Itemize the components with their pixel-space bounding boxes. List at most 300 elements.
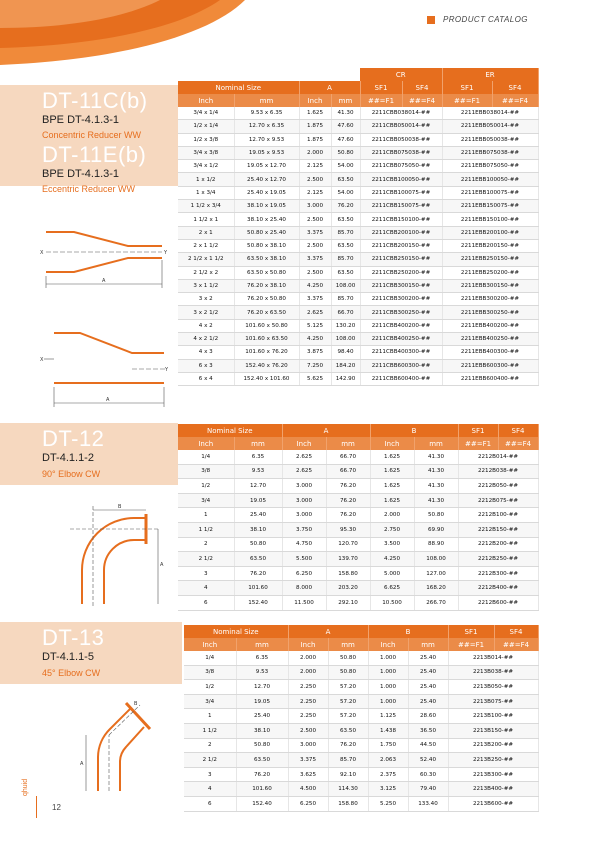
- elbow45-h-b-inch: Inch: [368, 638, 408, 651]
- header-swirl-graphic: [0, 0, 260, 70]
- table-cell: 3/8: [178, 464, 234, 479]
- table-cell: 2211CBB100050-##: [360, 173, 442, 186]
- table-cell: 2.750: [370, 522, 414, 537]
- table-cell: 2213B200-##: [448, 738, 538, 753]
- concentric-reducer-diagram: [40, 212, 170, 292]
- table-cell: 2211CBB100075-##: [360, 186, 442, 199]
- table-row: [178, 581, 538, 596]
- table-cell: 2 1/2 x 2: [178, 266, 234, 279]
- table-cell: 2211CBB400300-##: [360, 346, 442, 359]
- elbow45-header-nominal: Nominal Size: [184, 625, 288, 638]
- table-cell: 2: [178, 537, 234, 552]
- table-cell: 2.500: [299, 266, 331, 279]
- table-row: [178, 160, 538, 173]
- table-cell: 2.625: [282, 464, 326, 479]
- table-row: [178, 595, 538, 610]
- table-cell: 2: [184, 738, 236, 753]
- table-cell: 12.70: [234, 479, 282, 494]
- table-cell: 85.70: [331, 226, 360, 239]
- table-cell: 69.90: [414, 522, 458, 537]
- table-cell: 3/4: [178, 493, 234, 508]
- table-cell: 85.70: [328, 753, 368, 768]
- table-row: [184, 782, 538, 797]
- table-cell: 19.05 x 9.53: [234, 146, 299, 159]
- header-cr-f1: ##=F1: [360, 94, 402, 107]
- table-cell: 2211CBB050038-##: [360, 133, 442, 146]
- table-cell: 101.60 x 50.80: [234, 319, 299, 332]
- section-1-standard-1: BPE DT-4.1.3-1: [42, 114, 120, 126]
- table-cell: 12.70 x 9.53: [234, 133, 299, 146]
- table-cell: 76.20: [331, 200, 360, 213]
- table-cell: 2 1/2: [184, 753, 236, 768]
- reducer-table: [178, 68, 539, 386]
- table-row: [178, 107, 538, 120]
- table-cell: 3 x 1 1/2: [178, 279, 234, 292]
- group-header-er: ER: [442, 68, 538, 81]
- table-cell: 6.250: [282, 566, 326, 581]
- table-cell: 38.10: [236, 723, 288, 738]
- table-cell: 133.40: [408, 796, 448, 811]
- reducer-header-2: [178, 94, 538, 107]
- table-cell: 101.60 x 76.20: [234, 346, 299, 359]
- table-cell: 2212B300-##: [458, 566, 538, 581]
- elbow90-header-a: A: [282, 424, 370, 437]
- table-cell: 12.70 x 6.35: [234, 120, 299, 133]
- table-cell: 2211EBB200150-##: [442, 239, 538, 252]
- table-row: [178, 464, 538, 479]
- table-cell: 101.60 x 63.50: [234, 333, 299, 346]
- table-cell: 158.80: [326, 566, 370, 581]
- table-cell: 2211EBB300200-##: [442, 293, 538, 306]
- table-cell: 63.50: [234, 552, 282, 567]
- table-cell: 76.20: [328, 738, 368, 753]
- table-cell: 127.00: [414, 566, 458, 581]
- table-row: [178, 279, 538, 292]
- section-1-standard-2: BPE DT-4.1.3-1: [42, 168, 120, 180]
- table-cell: 4.250: [299, 279, 331, 292]
- table-cell: 57.20: [328, 680, 368, 695]
- table-cell: 5.625: [299, 372, 331, 385]
- table-row: [178, 200, 538, 213]
- table-cell: 47.60: [331, 120, 360, 133]
- table-cell: 1: [178, 508, 234, 523]
- section-1-desc-1: Concentric Reducer WW: [42, 130, 142, 140]
- table-row: [184, 709, 538, 724]
- table-cell: 63.50: [331, 173, 360, 186]
- table-cell: 2213B400-##: [448, 782, 538, 797]
- table-cell: 54.00: [331, 160, 360, 173]
- table-row: [184, 680, 538, 695]
- table-cell: 1.625: [370, 493, 414, 508]
- elbow90-header-2: [178, 437, 538, 450]
- elbow-90-diagram: [60, 500, 170, 610]
- table-cell: 25.40: [234, 508, 282, 523]
- table-row: [178, 120, 538, 133]
- section-3-desc: 45° Elbow CW: [42, 668, 101, 678]
- table-cell: 76.20 x 63.50: [234, 306, 299, 319]
- table-cell: 120.70: [326, 537, 370, 552]
- reducer-table-body: [178, 107, 538, 386]
- table-cell: 2211EBB250150-##: [442, 253, 538, 266]
- section-2-title: DT-12: [42, 426, 105, 451]
- table-row: [184, 651, 538, 665]
- table-cell: 7.250: [299, 359, 331, 372]
- table-cell: 6 x 3: [178, 359, 234, 372]
- table-cell: 63.50 x 50.80: [234, 266, 299, 279]
- table-row: [178, 346, 538, 359]
- table-row: [178, 239, 538, 252]
- elbow90-h-f4: ##=F4: [498, 437, 538, 450]
- table-row: [178, 186, 538, 199]
- header-a: A: [299, 81, 360, 94]
- table-cell: 76.20: [326, 493, 370, 508]
- table-cell: 2211CBB400250-##: [360, 333, 442, 346]
- table-cell: 3.000: [282, 493, 326, 508]
- table-row: [178, 493, 538, 508]
- table-cell: 3.125: [368, 782, 408, 797]
- reducer1-y-label: Y: [164, 250, 168, 256]
- table-cell: 6: [178, 595, 234, 610]
- elbow45-h-mm: mm: [236, 638, 288, 651]
- table-cell: 2212B075-##: [458, 493, 538, 508]
- table-cell: 2.125: [299, 160, 331, 173]
- table-cell: 41.30: [331, 107, 360, 120]
- table-cell: 3 x 2: [178, 293, 234, 306]
- table-row: [184, 767, 538, 782]
- table-cell: 60.30: [408, 767, 448, 782]
- table-cell: 63.50: [331, 266, 360, 279]
- table-cell: 1.000: [368, 665, 408, 680]
- table-cell: 50.80 x 38.10: [234, 239, 299, 252]
- table-cell: 25.40: [408, 694, 448, 709]
- reducer1-a-label: A: [102, 278, 106, 284]
- header-cr-sf4: SF4: [402, 81, 442, 94]
- table-cell: 25.40 x 12.70: [234, 173, 299, 186]
- table-cell: 50.80: [328, 651, 368, 665]
- table-cell: 2211CBB050014-##: [360, 120, 442, 133]
- elbow90-h-f1: ##=F1: [458, 437, 498, 450]
- table-cell: 2.500: [299, 173, 331, 186]
- table-row: [178, 522, 538, 537]
- table-cell: 19.05 x 12.70: [234, 160, 299, 173]
- table-cell: 4.250: [299, 333, 331, 346]
- table-row: [178, 146, 538, 159]
- table-cell: 142.90: [331, 372, 360, 385]
- table-cell: 41.30: [414, 493, 458, 508]
- elbow90-header-1: [178, 424, 538, 437]
- table-cell: 28.60: [408, 709, 448, 724]
- table-row: [178, 173, 538, 186]
- elbow45-h-f1: ##=F1: [448, 638, 494, 651]
- reducer2-x-label: X: [40, 357, 44, 363]
- table-cell: 203.20: [326, 581, 370, 596]
- table-row: [178, 333, 538, 346]
- header-nominal-size: Nominal Size: [178, 81, 299, 94]
- table-row: [178, 319, 538, 332]
- table-cell: 12.70: [236, 680, 288, 695]
- reducer-group-header: [178, 68, 538, 81]
- table-cell: 2211CBB075038-##: [360, 146, 442, 159]
- elbow90-b-label: B: [118, 504, 122, 510]
- table-cell: 3/4: [184, 694, 236, 709]
- table-cell: 1.625: [370, 479, 414, 494]
- table-cell: 76.20: [236, 767, 288, 782]
- table-cell: 2211EBB300150-##: [442, 279, 538, 292]
- table-cell: 2211CBB250200-##: [360, 266, 442, 279]
- footer-brand: qhuid: [22, 778, 29, 796]
- table-cell: 1/2: [184, 680, 236, 695]
- table-cell: 54.00: [331, 186, 360, 199]
- table-cell: 152.40: [234, 595, 282, 610]
- table-cell: 2.500: [299, 213, 331, 226]
- table-row: [178, 359, 538, 372]
- table-cell: 2212B100-##: [458, 508, 538, 523]
- table-cell: 4 x 2: [178, 319, 234, 332]
- table-cell: 19.05: [234, 493, 282, 508]
- table-cell: 2211CBB038014-##: [360, 107, 442, 120]
- table-cell: 2213B075-##: [448, 694, 538, 709]
- table-cell: 108.00: [331, 279, 360, 292]
- table-cell: 1/4: [178, 450, 234, 464]
- table-row: [184, 723, 538, 738]
- table-cell: 4: [178, 581, 234, 596]
- elbow-45-table: [184, 625, 539, 812]
- header-cr-sf1: SF1: [360, 81, 402, 94]
- table-cell: 2 1/2: [178, 552, 234, 567]
- table-cell: 2211CBB600300-##: [360, 359, 442, 372]
- table-cell: 36.50: [408, 723, 448, 738]
- table-cell: 1.000: [368, 694, 408, 709]
- table-cell: 76.20: [326, 508, 370, 523]
- table-cell: 2211EBB075038-##: [442, 146, 538, 159]
- table-cell: 114.30: [328, 782, 368, 797]
- table-cell: 63.50: [331, 239, 360, 252]
- table-cell: 4.750: [282, 537, 326, 552]
- table-cell: 108.00: [414, 552, 458, 567]
- table-cell: 2211CBB300200-##: [360, 293, 442, 306]
- table-cell: 41.30: [414, 479, 458, 494]
- header-er-f1: ##=F1: [442, 94, 492, 107]
- table-cell: 2211EBB050014-##: [442, 120, 538, 133]
- elbow45-h-inch: Inch: [184, 638, 236, 651]
- table-cell: 2212B050-##: [458, 479, 538, 494]
- table-cell: 5.500: [282, 552, 326, 567]
- table-cell: 3/4 x 1/2: [178, 160, 234, 173]
- header-a-mm: mm: [331, 94, 360, 107]
- table-cell: 38.10 x 19.05: [234, 200, 299, 213]
- table-cell: 2211EBB150075-##: [442, 200, 538, 213]
- table-cell: 11.500: [282, 595, 326, 610]
- table-cell: 92.10: [328, 767, 368, 782]
- table-cell: 1.625: [370, 450, 414, 464]
- table-cell: 1 1/2: [178, 522, 234, 537]
- table-cell: 3.375: [288, 753, 328, 768]
- table-cell: 2212B200-##: [458, 537, 538, 552]
- table-cell: 101.60: [236, 782, 288, 797]
- table-cell: 41.30: [414, 464, 458, 479]
- table-cell: 8.000: [282, 581, 326, 596]
- table-cell: 2 x 1 1/2: [178, 239, 234, 252]
- table-cell: 47.60: [331, 133, 360, 146]
- table-cell: 5.125: [299, 319, 331, 332]
- table-cell: 2211EBB600400-##: [442, 372, 538, 385]
- table-cell: 2211EBB100075-##: [442, 186, 538, 199]
- table-cell: 44.50: [408, 738, 448, 753]
- table-cell: 2213B050-##: [448, 680, 538, 695]
- table-cell: 2.625: [282, 450, 326, 464]
- elbow45-header-sf4: SF4: [494, 625, 538, 638]
- reducer1-x-label: X: [40, 250, 44, 256]
- elbow45-header-sf1: SF1: [448, 625, 494, 638]
- table-cell: 1 1/2: [184, 723, 236, 738]
- elbow45-b-label: B: [134, 701, 138, 707]
- table-cell: 2.063: [368, 753, 408, 768]
- table-cell: 2.375: [368, 767, 408, 782]
- table-cell: 50.80: [234, 537, 282, 552]
- table-cell: 50.80 x 25.40: [234, 226, 299, 239]
- table-cell: 6.35: [236, 651, 288, 665]
- table-cell: 1/2: [178, 479, 234, 494]
- table-cell: 2211EBB400250-##: [442, 333, 538, 346]
- table-cell: 2.250: [288, 680, 328, 695]
- table-cell: 1 1/2 x 1: [178, 213, 234, 226]
- table-cell: 9.53: [236, 665, 288, 680]
- table-row: [178, 479, 538, 494]
- table-row: [178, 253, 538, 266]
- header-er-sf1: SF1: [442, 81, 492, 94]
- table-cell: 6.250: [288, 796, 328, 811]
- table-cell: 3.000: [282, 479, 326, 494]
- table-cell: 3 x 2 1/2: [178, 306, 234, 319]
- table-cell: 2211EBB200100-##: [442, 226, 538, 239]
- elbow90-h-a-mm: mm: [326, 437, 370, 450]
- table-row: [184, 796, 538, 811]
- table-cell: 4.500: [288, 782, 328, 797]
- elbow90-header-sf1: SF1: [458, 424, 498, 437]
- table-cell: 2.250: [288, 709, 328, 724]
- table-cell: 292.10: [326, 595, 370, 610]
- table-cell: 2211EBB038014-##: [442, 107, 538, 120]
- elbow90-h-b-inch: Inch: [370, 437, 414, 450]
- header-er-f4: ##=F4: [492, 94, 538, 107]
- table-cell: 2212B038-##: [458, 464, 538, 479]
- table-cell: 3/4 x 1/4: [178, 107, 234, 120]
- table-cell: 85.70: [331, 293, 360, 306]
- table-cell: 2211CBB300150-##: [360, 279, 442, 292]
- table-row: [178, 213, 538, 226]
- table-cell: 2211CBB150075-##: [360, 200, 442, 213]
- table-cell: 2211EBB400200-##: [442, 319, 538, 332]
- table-cell: 88.90: [414, 537, 458, 552]
- table-cell: 6.625: [370, 581, 414, 596]
- table-cell: 1/2 x 1/4: [178, 120, 234, 133]
- table-cell: 2211CBB300250-##: [360, 306, 442, 319]
- table-row: [178, 566, 538, 581]
- table-cell: 2211CBB600400-##: [360, 372, 442, 385]
- elbow-45-table-body: [184, 651, 538, 811]
- table-cell: 25.40: [408, 680, 448, 695]
- table-cell: 1.125: [368, 709, 408, 724]
- table-cell: 2211CBB200100-##: [360, 226, 442, 239]
- table-cell: 50.80: [328, 665, 368, 680]
- table-cell: 3.375: [299, 253, 331, 266]
- table-cell: 4 x 2 1/2: [178, 333, 234, 346]
- table-cell: 76.20 x 38.10: [234, 279, 299, 292]
- table-cell: 10.500: [370, 595, 414, 610]
- table-cell: 1: [184, 709, 236, 724]
- table-cell: 50.80: [414, 508, 458, 523]
- table-cell: 2212B600-##: [458, 595, 538, 610]
- table-row: [178, 552, 538, 567]
- table-cell: 25.40: [408, 651, 448, 665]
- table-cell: 76.20: [234, 566, 282, 581]
- elbow45-header-2: [184, 638, 538, 651]
- table-cell: 95.30: [326, 522, 370, 537]
- table-cell: 63.50: [236, 753, 288, 768]
- table-cell: 6: [184, 796, 236, 811]
- table-cell: 1.000: [368, 680, 408, 695]
- table-cell: 3.375: [299, 226, 331, 239]
- table-cell: 3.500: [370, 537, 414, 552]
- table-cell: 5.000: [370, 566, 414, 581]
- table-cell: 184.20: [331, 359, 360, 372]
- table-cell: 63.50 x 38.10: [234, 253, 299, 266]
- table-cell: 2.000: [288, 651, 328, 665]
- table-cell: 2211CBB400200-##: [360, 319, 442, 332]
- table-row: [178, 537, 538, 552]
- table-cell: 2212B250-##: [458, 552, 538, 567]
- table-cell: 6 x 4: [178, 372, 234, 385]
- table-cell: 108.00: [331, 333, 360, 346]
- table-row: [184, 665, 538, 680]
- table-cell: 3: [184, 767, 236, 782]
- table-cell: 2213B300-##: [448, 767, 538, 782]
- table-cell: 3: [178, 566, 234, 581]
- table-cell: 266.70: [414, 595, 458, 610]
- table-cell: 168.20: [414, 581, 458, 596]
- header-er-sf4: SF4: [492, 81, 538, 94]
- section-3-standard: DT-4.1.1-5: [42, 651, 94, 663]
- table-cell: 76.20 x 50.80: [234, 293, 299, 306]
- header-mm: mm: [234, 94, 299, 107]
- table-cell: 9.53: [234, 464, 282, 479]
- table-cell: 3/8: [184, 665, 236, 680]
- table-cell: 2211EBB150100-##: [442, 213, 538, 226]
- table-cell: 2211CBB150100-##: [360, 213, 442, 226]
- table-cell: 57.20: [328, 709, 368, 724]
- elbow45-h-a-mm: mm: [328, 638, 368, 651]
- table-cell: 41.30: [414, 450, 458, 464]
- table-cell: 2211CBB250150-##: [360, 253, 442, 266]
- elbow45-header-b: B: [368, 625, 448, 638]
- group-header-cr: CR: [360, 68, 442, 81]
- elbow45-h-f4: ##=F4: [494, 638, 538, 651]
- table-cell: 2 x 1: [178, 226, 234, 239]
- table-cell: 1/2 x 3/8: [178, 133, 234, 146]
- table-cell: 2212B400-##: [458, 581, 538, 596]
- table-cell: 2.000: [288, 665, 328, 680]
- table-cell: 2.500: [299, 239, 331, 252]
- eccentric-reducer-diagram: [40, 325, 170, 410]
- elbow90-h-b-mm: mm: [414, 437, 458, 450]
- table-cell: 158.80: [328, 796, 368, 811]
- catalog-square-icon: [427, 16, 435, 24]
- table-cell: 1.625: [370, 464, 414, 479]
- table-cell: 9.53 x 6.35: [234, 107, 299, 120]
- table-cell: 2.000: [299, 146, 331, 159]
- table-cell: 4: [184, 782, 236, 797]
- table-cell: 19.05: [236, 694, 288, 709]
